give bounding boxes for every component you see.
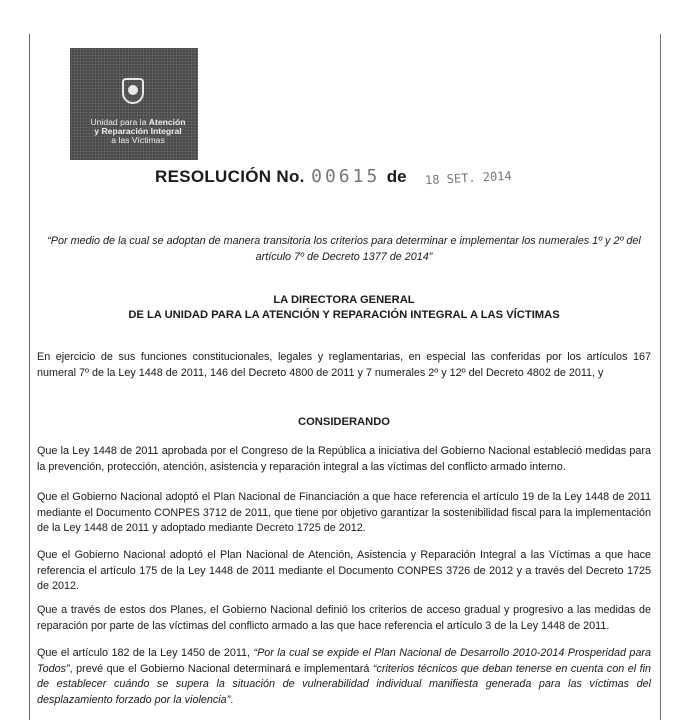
paragraph-3: Que el Gobierno Nacional adoptó el Plan Nacional de Atención, Asistencia y Reparación Integral a las Víctimas a que hace referencia el artículo 175 de la Ley 1448 de 2011 mediante el Documento CONPES 3726 de 2012 y a través del Decreto 1725 de 2012. <box>37 549 651 592</box>
subject-line1: “Por medio de la cual se adoptan de manera transitoria los criterios para determinar e implementar los numerales 1º y 2º del <box>47 235 641 247</box>
resolution-de: de <box>386 167 407 186</box>
resolution-label: RESOLUCIÓN No. <box>155 167 305 186</box>
coat-of-arms-icon <box>122 78 144 104</box>
paragraph-5 <box>37 646 651 708</box>
p5-part5: . <box>230 693 234 706</box>
paragraph-2: Que el Gobierno Nacional adoptó el Plan Nacional de Financiación a que hace referencia el artículo 19 de la Ley 1448 de 2011 mediante el Documento CONPES 3712 de 2011, que tiene por objetivo garantizar la sostenibilidad fiscal para la implementación de la Ley 1448 de 2011 y adoptado mediante Decreto 1725 de 2012. <box>37 491 651 534</box>
resolution-number: 00615 <box>311 166 381 187</box>
p5-part4: “criterios técnicos que deban tenerse en cuenta con el fin de establecer cuándo se supera la situación de vulnerabilidad individual manifiesta generada para las víctimas del desplazamiento forzado por la violencia” <box>37 662 651 706</box>
paragraph-1: Que la Ley 1448 de 2011 aprobada por el Congreso de la República a iniciativa del Gobierno Nacional estableció medidas para la prevención, protección, atención, asistencia y reparación integral a las víctimas del conflicto armado interno. <box>37 445 651 473</box>
issuing-authority <box>40 293 648 323</box>
logo-line3: a las Víctimas <box>111 135 165 145</box>
intro-paragraph: En ejercicio de sus funciones constitucionales, legales y reglamentarias, en especial las conferidas por los artículos 167 numeral 7º de la Ley 1448 de 2011, 146 del Decreto 4800 de 2011 y 7 numerales 2º y 12º del Decreto 4802 de 2011, y <box>37 351 651 379</box>
considerando-heading: CONSIDERANDO <box>298 416 390 428</box>
page-border-right <box>660 34 661 720</box>
p5-part3: , prevé que el Gobierno Nacional determinará e implementará <box>69 662 373 675</box>
resolution-title <box>155 166 575 190</box>
logo-line2: y Reparación Integral <box>94 126 182 136</box>
p5-part2: “Por la cual se expide el Plan Nacional de Desarrollo 2010-2014 Prosperidad para Todos” <box>37 647 651 675</box>
resolution-subject <box>40 233 648 265</box>
logo-text <box>78 118 198 145</box>
logo-line1-bold: Atención <box>148 117 186 127</box>
agency-logo <box>70 48 198 160</box>
authority-line1: LA DIRECTORA GENERAL <box>273 294 415 306</box>
page-border-left <box>29 34 30 720</box>
resolution-date-stamp: 18 SET. 2014 <box>424 168 513 188</box>
p5-part1: Que el artículo 182 de la Ley 1450 de 2011, <box>37 647 254 659</box>
subject-line2: artículo 7º de Decreto 1377 de 2014” <box>255 251 433 263</box>
logo-line1-plain: Unidad para la <box>90 117 149 127</box>
paragraph-4: Que a través de estos dos Planes, el Gobierno Nacional definió los criterios de acceso gradual y progresivo a las medidas de reparación por parte de las víctimas del conflicto armado a las que hace referencia el artículo 3 de la Ley 1448 de 2011. <box>37 604 651 632</box>
authority-line2: DE LA UNIDAD PARA LA ATENCIÓN Y REPARACIÓN INTEGRAL A LAS VÍCTIMAS <box>128 309 560 321</box>
